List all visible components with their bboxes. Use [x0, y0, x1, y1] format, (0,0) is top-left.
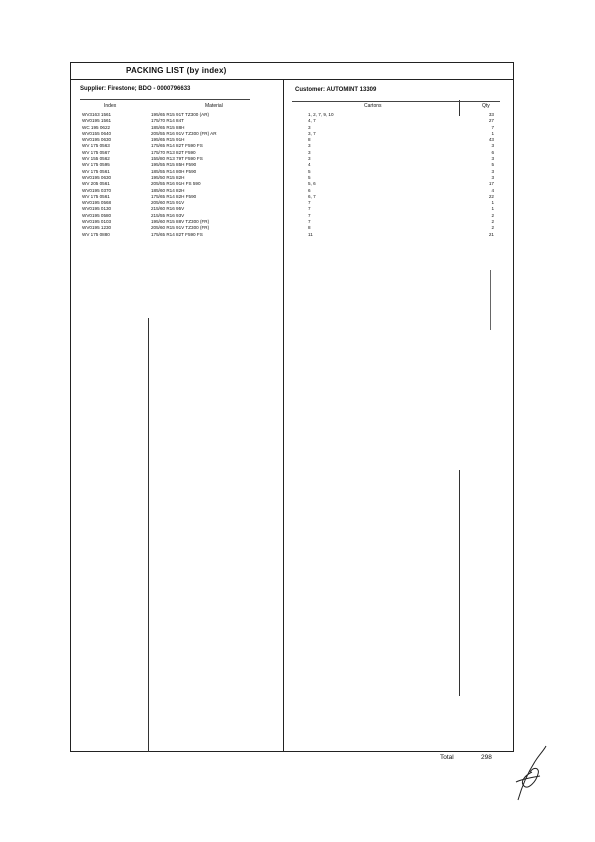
table-cell-index: WV0195 0568: [82, 200, 112, 206]
table-cell-material: 185/65 R15 88H: [151, 124, 185, 130]
table-cell-index: WV 175 0563: [82, 143, 110, 149]
table-cell-qty: 21: [488, 231, 494, 237]
table-cell-qty: 2: [491, 212, 494, 218]
table-cell-material: 215/60 R16 95V: [151, 206, 185, 212]
table-cell-cartons: 6: [308, 187, 311, 193]
table-cell-index: WV0195 0370: [82, 187, 112, 193]
table-cell-material: 195/60 R15 88V TZ300 (FR): [151, 219, 210, 225]
right-header-rule: [292, 101, 500, 102]
cartons-column-header: Cartons: [364, 103, 382, 109]
qty-column-divider-lower: [459, 470, 460, 696]
table-cell-material: 175/70 R13 82T F590: [151, 149, 196, 155]
table-cell-material: 185/55 R14 80H F590: [151, 168, 197, 174]
table-cell-qty: 4: [491, 187, 494, 193]
table-cell-index: WV0195 0630: [82, 137, 112, 143]
table-cell-cartons: 7: [308, 212, 311, 218]
index-column-header: Index: [104, 103, 117, 109]
table-cell-cartons: 8: [308, 137, 311, 143]
qty-column-divider: [459, 100, 460, 116]
table-cell-cartons: 4: [308, 162, 311, 168]
table-cell-cartons: 1, 2, 7, 9, 10: [308, 112, 334, 117]
table-cell-index: WV3163 1561: [82, 112, 112, 117]
table-cell-cartons: 6, 7: [308, 193, 316, 199]
table-cell-material: 195/65 R15 91T TZ300 (AR): [151, 112, 210, 117]
signature-mark: [510, 742, 550, 804]
table-cell-qty: 27: [488, 118, 494, 124]
table-cell-cartons: 8: [308, 225, 311, 231]
table-cell-qty: 2: [491, 219, 494, 225]
table-cell-material: 175/65 R14 82T F590 FS: [151, 143, 203, 149]
table-cell-cartons: 3, 7: [308, 130, 316, 136]
table-cell-cartons: 3: [308, 124, 311, 130]
table-cell-qty: 1: [491, 130, 494, 136]
table-cell-material: 195/55 R15 85H F590: [151, 162, 197, 168]
table-cell-index: WV0195 0103: [82, 219, 112, 225]
table-cell-index: WV0155 0640: [82, 130, 112, 136]
material-column-header: Material: [205, 103, 223, 109]
total-value: 298: [481, 754, 492, 761]
table-cell-index: WV0195 1561: [82, 118, 112, 124]
table-cell-qty: 6: [491, 149, 494, 155]
table-cell-qty: 1: [491, 200, 494, 206]
table-cell-material: 175/65 R14 82H F590: [151, 193, 197, 199]
material-column: [151, 112, 271, 238]
table-cell-cartons: 3: [308, 143, 311, 149]
table-cell-qty: 7: [491, 124, 494, 130]
table-cell-qty: 3: [491, 174, 494, 180]
table-cell-material: 215/55 R16 93V: [151, 212, 185, 218]
table-cell-material: 205/60 R15 91V: [151, 200, 185, 206]
total-label: Total: [440, 754, 454, 761]
table-cell-index: WV 175 0880: [82, 231, 110, 237]
table-cell-material: 195/65 R15 91H: [151, 137, 185, 143]
table-cell-cartons: 3: [308, 149, 311, 155]
table-cell-cartons: 5: [308, 174, 311, 180]
table-cell-index: WV 175 0561: [82, 193, 110, 199]
table-cell-qty: 22: [488, 193, 494, 199]
left-inner-divider: [148, 318, 149, 752]
table-cell-index: WV0195 1230: [82, 225, 112, 231]
table-cell-material: 175/65 R14 82T F590 FS: [151, 231, 203, 237]
table-cell-index: WV 175 0561: [82, 168, 110, 174]
table-cell-material: 205/60 R15 91V TZ300 (FR): [151, 225, 210, 231]
table-cell-qty: 1: [491, 206, 494, 212]
table-cell-cartons: 5, 6: [308, 181, 316, 187]
table-cell-qty: 3: [491, 156, 494, 162]
table-cell-material: 175/70 R14 84T: [151, 118, 184, 124]
table-cell-material: 205/55 R16 91V TZ300 (FR) AR: [151, 130, 217, 136]
left-header-rule: [80, 99, 250, 100]
supplier-label: Supplier: Firestone; BDO - 0000796633: [80, 86, 191, 92]
table-cell-cartons: 11: [308, 231, 313, 237]
table-cell-qty: 3: [491, 143, 494, 149]
table-cell-index: WV0195 0130: [82, 206, 112, 212]
table-cell-index: WC 195 0622: [82, 124, 111, 130]
table-cell-material: 185/60 R14 82H: [151, 187, 185, 193]
cartons-column: [308, 112, 368, 238]
table-cell-index: WV0195 0580: [82, 212, 112, 218]
table-cell-cartons: 4, 7: [308, 118, 316, 124]
table-cell-qty: 17: [488, 181, 494, 187]
table-cell-cartons: 5: [308, 168, 311, 174]
table-cell-material: 205/55 R16 91H FS 590: [151, 181, 201, 187]
column-divider: [283, 80, 284, 752]
signature-stroke: [516, 746, 546, 800]
table-cell-index: WV 175 0567: [82, 149, 110, 155]
document-title: PACKING LIST (by index): [126, 66, 227, 75]
index-column: [82, 112, 142, 238]
table-cell-cartons: 7: [308, 219, 311, 225]
table-cell-index: WV 155 0562: [82, 156, 110, 162]
table-cell-cartons: 3: [308, 156, 311, 162]
table-cell-cartons: 7: [308, 206, 311, 212]
table-cell-qty: 3: [491, 168, 494, 174]
table-cell-index: WV 205 0561: [82, 181, 110, 187]
table-cell-index: WV0195 0630: [82, 174, 112, 180]
table-cell-qty: 2: [491, 225, 494, 231]
table-cell-material: 155/80 R13 79T F590 FS: [151, 156, 203, 162]
table-cell-cartons: 7: [308, 200, 311, 206]
qty-column: [474, 112, 494, 238]
qty-column-header: Qty: [482, 103, 490, 109]
margin-mark: [490, 270, 491, 330]
table-cell-qty: 43: [488, 137, 494, 143]
table-cell-material: 195/50 R15 82H: [151, 174, 185, 180]
table-cell-qty: 5: [491, 162, 494, 168]
customer-label: Customer: AUTOMINT 13309: [295, 87, 377, 93]
table-cell-qty: 33: [488, 112, 494, 117]
table-cell-index: WV 175 0595: [82, 162, 110, 168]
